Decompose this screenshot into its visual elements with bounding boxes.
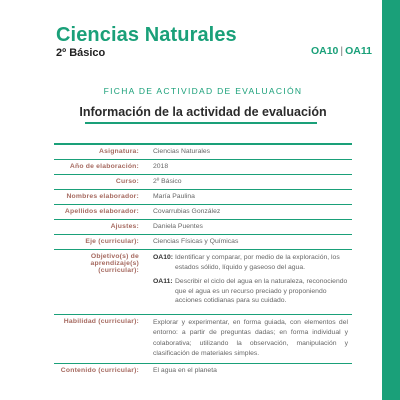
objective-code: OA10: <box>153 254 174 261</box>
row-value: 2º Básico <box>147 175 352 190</box>
row-label: Nombres elaborador: <box>54 190 147 205</box>
row-value: Covarrubias González <box>147 205 352 220</box>
row-value: El agua en el planeta <box>147 363 352 378</box>
row-label: Contenido (curricular): <box>54 363 147 378</box>
row-label: Curso: <box>54 175 147 190</box>
row-label: Apellidos elaborador: <box>54 205 147 220</box>
row-value: 2018 <box>147 160 352 175</box>
row-eje <box>54 235 352 250</box>
info-table <box>54 143 352 378</box>
row-value: Explorar y experimentar, en forma guiada, con elementos del entorno: a partir de preguntas dadas; en forma individual y colaborativa; utilizando la observación, manipulación y clasificación de materiales simples. <box>147 315 352 364</box>
row-label: Ajustes: <box>54 220 147 235</box>
row-apellidos <box>54 205 352 220</box>
row-label: Año de elaboración: <box>54 160 147 175</box>
row-label: Eje (curricular): <box>54 235 147 250</box>
row-value: Daniela Puentes <box>147 220 352 235</box>
row-value <box>147 250 352 315</box>
row-label: Habilidad (curricular): <box>54 315 147 364</box>
objective-code: OA11: <box>153 277 173 285</box>
oa-codes <box>311 45 372 57</box>
row-objetivos <box>54 250 352 315</box>
row-ajustes <box>54 220 352 235</box>
page-title: Ciencias Naturales <box>56 24 237 46</box>
row-value: María Paulina <box>147 190 352 205</box>
row-anio <box>54 160 352 175</box>
oa-code-1: OA10 <box>310 45 339 57</box>
objective-item <box>153 253 348 273</box>
objective-text: Describir el ciclo del agua en la naturaleza, reconociendo que el agua es un recurso preciado y proponiendo acciones cotidianas para su cuidado. <box>175 277 348 305</box>
section-title: Información de la actividad de evaluación <box>79 105 327 119</box>
oa-code-2: OA11 <box>345 45 372 57</box>
row-label: Asignatura: <box>54 144 147 160</box>
row-asignatura <box>54 144 352 160</box>
objective-text: Identificar y comparar, por medio de la exploración, los estados sólido, líquido y gaseoso del agua. <box>175 254 340 271</box>
row-value: Ciencias Naturales <box>147 144 352 160</box>
title-underline <box>85 122 317 124</box>
objective-item <box>153 277 348 307</box>
ficha-label: FICHA DE ACTIVIDAD DE EVALUACIÓN <box>103 86 303 96</box>
row-contenido <box>54 363 352 378</box>
oa-separator: | <box>340 45 344 57</box>
row-nombres <box>54 190 352 205</box>
grade-subtitle: 2º Básico <box>56 47 106 59</box>
row-habilidad <box>54 315 352 364</box>
row-label: Objetivo(s) de aprendizaje(s) (curricular): <box>54 250 147 315</box>
right-accent-bar <box>382 0 400 400</box>
row-curso <box>54 175 352 190</box>
row-value: Ciencias Físicas y Químicas <box>147 235 352 250</box>
